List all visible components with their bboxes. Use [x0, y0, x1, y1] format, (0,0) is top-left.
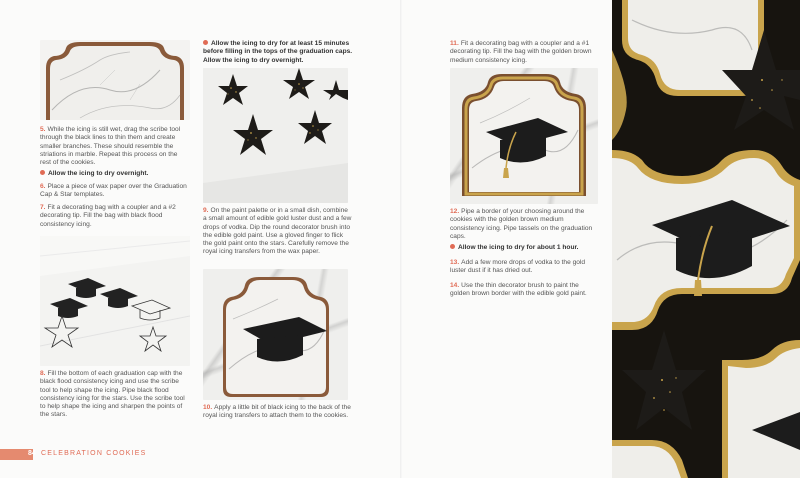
step-6: 6. Place a piece of wax paper over the Graduation Cap & Star templates. — [40, 183, 187, 199]
photo-wax-paper-templates — [40, 236, 190, 366]
step-8: 8. Fill the bottom of each graduation cap with the black flood consistency icing and use the scribe tool to help shape the icing. Pipe black flood consistency icing for the stars. Use the scribe tool to help shape the icing and sharpen the points of the stars. — [40, 370, 185, 419]
bullet-dot-icon — [450, 244, 455, 249]
page-number: 84 — [28, 450, 36, 457]
bullet-dot-icon — [203, 40, 208, 45]
step-9: 9. On the paint palette or in a small dish, combine a small amount of edible gold luster dust and a few drops of vodka. Dip the round decorator brush into the edible gold paint. Use a gloved finger to flick the gold paint onto the stars. Carefully remove the royal icing transfers from the wax paper. — [203, 207, 352, 256]
photo-cap-attached-cookie — [203, 269, 348, 400]
step-10: 10. Apply a little bit of black icing to the back of the royal icing transfers to attach them to the cookies. — [203, 404, 351, 420]
photo-gold-stars — [203, 68, 348, 203]
step-12: 12. Pipe a border of your choosing around the cookies with the golden brown medium consistency icing. Pipe tassels on the graduation caps. — [450, 208, 593, 240]
step-5: 5. While the icing is still wet, drag the scribe tool through the black lines to thin them and create smaller branches. These should resemble the striations in marble. Repeat this process on the rest of the cookies. — [40, 126, 181, 167]
section-title: CELEBRATION COOKIES — [41, 450, 147, 457]
step-13: 13. Add a few more drops of vodka to the gold luster dust if it has dried out. — [450, 259, 586, 275]
photo-cookie-collection — [612, 0, 800, 478]
bullet-dot-icon — [40, 170, 45, 175]
photo-marbled-cookie — [40, 40, 190, 120]
note-dry-15-minutes: Allow the icing to dry for at least 15 minutes before filling in the tops of the graduation caps. Allow the icing to dry overnight. — [203, 40, 353, 64]
photo-finished-cookie — [450, 68, 598, 204]
step-7: 7. Fit a decorating bag with a coupler and a #2 decorating tip. Fill the bag with black flood consistency icing. — [40, 204, 176, 228]
step-11: 11. Fit a decorating bag with a coupler and a #1 decorating tip. Fill the bag with the golden brown medium consistency icing. — [450, 40, 592, 64]
note-dry-overnight: Allow the icing to dry overnight. — [40, 170, 190, 178]
step-14: 14. Use the thin decorator brush to paint the golden brown border with the edible gold paint. — [450, 282, 587, 298]
note-dry-1-hour: Allow the icing to dry for about 1 hour. — [450, 244, 598, 252]
page-gutter — [400, 0, 402, 478]
